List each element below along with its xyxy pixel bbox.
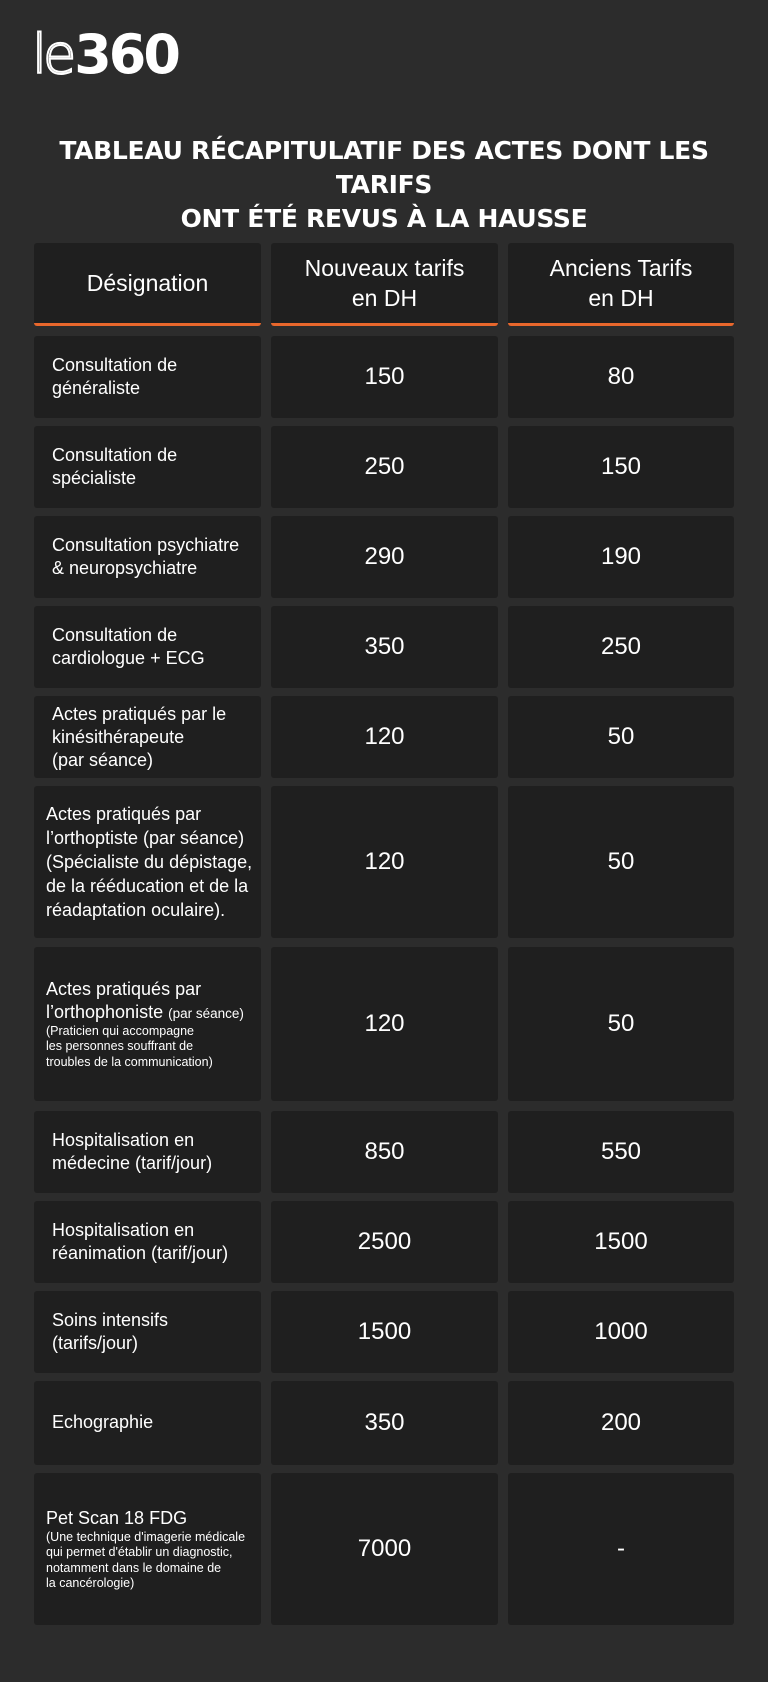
designation-line: (tarifs/jour)	[52, 1333, 139, 1353]
designation-line: cardiologue + ECG	[52, 648, 205, 668]
page-title	[20, 134, 748, 236]
row-designation	[34, 1111, 261, 1193]
header-designation	[34, 243, 261, 326]
old-tariff-cell: 250	[508, 606, 734, 688]
designation-line: Consultation de	[52, 445, 178, 465]
new-tariff-cell: 1500	[271, 1291, 498, 1373]
designation-subline: les personnes souffrant de	[46, 1039, 194, 1054]
designation-line: (Spécialiste du dépistage,	[46, 852, 253, 872]
designation-text: l’orthophoniste	[46, 1001, 164, 1022]
new-tariff-cell: 350	[271, 606, 498, 688]
designation-line: Soins intensifs	[52, 1310, 169, 1330]
new-tariff-cell: 120	[271, 947, 498, 1101]
row-designation	[34, 426, 261, 508]
designation-subline: (Praticien qui accompagne	[46, 1023, 194, 1038]
new-tariff-cell: 7000	[271, 1473, 498, 1625]
old-tariff-cell: 50	[508, 786, 734, 938]
designation-line: Consultation de	[52, 355, 178, 375]
new-tariff-cell: 120	[271, 696, 498, 778]
designation-line: Actes pratiqués par	[46, 978, 202, 999]
row-designation	[34, 947, 261, 1101]
designation-line: de la rééducation et de la	[46, 876, 249, 896]
title-line-1: TABLEAU RÉCAPITULATIF DES ACTES DONT LES TARIFS	[59, 136, 709, 199]
designation-note: (par séance)	[168, 1005, 244, 1021]
new-tariff-cell: 850	[271, 1111, 498, 1193]
le360-logo	[32, 22, 178, 86]
header-old-line2: en DH	[588, 285, 654, 311]
designation-subline: (Une technique d'imagerie médicale	[46, 1529, 246, 1544]
old-tariff-cell: 1000	[508, 1291, 734, 1373]
row-designation	[34, 606, 261, 688]
designation-subline: qui permet d'établir un diagnostic,	[46, 1545, 233, 1559]
row-designation	[34, 336, 261, 418]
old-tariff-cell: 50	[508, 696, 734, 778]
designation-line: réanimation (tarif/jour)	[52, 1243, 229, 1263]
row-designation	[34, 696, 261, 778]
new-tariff-cell: 150	[271, 336, 498, 418]
logo-part-360: 360	[74, 23, 178, 86]
row-designation	[34, 1291, 261, 1373]
old-tariff-cell: 150	[508, 426, 734, 508]
logo-part-le: le	[32, 23, 73, 86]
old-tariff-cell: 1500	[508, 1201, 734, 1283]
old-tariff-cell: 190	[508, 516, 734, 598]
old-tariff-cell: 200	[508, 1381, 734, 1465]
row-designation	[34, 516, 261, 598]
old-tariff-cell: 80	[508, 336, 734, 418]
header-new-tariffs	[271, 243, 498, 326]
new-tariff-cell: 120	[271, 786, 498, 938]
new-tariff-cell: 350	[271, 1381, 498, 1465]
designation-line: Consultation de	[52, 625, 178, 645]
old-tariff-cell: 550	[508, 1111, 734, 1193]
row-designation	[34, 1201, 261, 1283]
designation-line: l’orthoptiste (par séance)	[46, 828, 245, 848]
header-new-line2: en DH	[351, 285, 418, 311]
designation-line: kinésithérapeute	[52, 726, 185, 747]
designation-line: spécialiste	[52, 468, 137, 488]
designation-line	[46, 1001, 255, 1024]
header-designation-label: Désignation	[86, 270, 209, 296]
title-line-2: ONT ÉTÉ REVUS À LA HAUSSE	[180, 204, 588, 233]
header-new-line1: Nouveaux tarifs	[304, 255, 465, 281]
old-tariff-cell: 50	[508, 947, 734, 1101]
designation-line: Hospitalisation en	[52, 1130, 195, 1150]
old-tariff-cell: -	[508, 1473, 734, 1625]
designation-line: Echographie	[52, 1412, 154, 1432]
designation-subline: la cancérologie)	[46, 1576, 135, 1590]
designation-line: (par séance)	[52, 749, 154, 770]
designation-line: généraliste	[52, 378, 141, 398]
designation-subline: troubles de la communication)	[46, 1054, 213, 1069]
designation-line: Actes pratiqués par le	[52, 703, 227, 724]
header-old-line1: Anciens Tarifs	[549, 255, 693, 281]
new-tariff-cell: 250	[271, 426, 498, 508]
designation-line: Actes pratiqués par	[46, 804, 202, 824]
designation-line: Consultation psychiatre	[52, 535, 240, 555]
header-old-tariffs	[508, 243, 734, 326]
new-tariff-cell: 2500	[271, 1201, 498, 1283]
designation-subline: notamment dans le domaine de	[46, 1560, 222, 1575]
designation-line: Hospitalisation en	[52, 1220, 195, 1240]
designation-line: & neuropsychiatre	[52, 558, 198, 578]
designation-line: médecine (tarif/jour)	[52, 1153, 213, 1173]
designation-line: Pet Scan 18 FDG	[46, 1507, 188, 1528]
row-designation	[34, 1381, 261, 1465]
designation-line: réadaptation oculaire).	[46, 900, 226, 920]
new-tariff-cell: 290	[271, 516, 498, 598]
row-designation	[34, 1473, 261, 1625]
row-designation	[34, 786, 261, 938]
